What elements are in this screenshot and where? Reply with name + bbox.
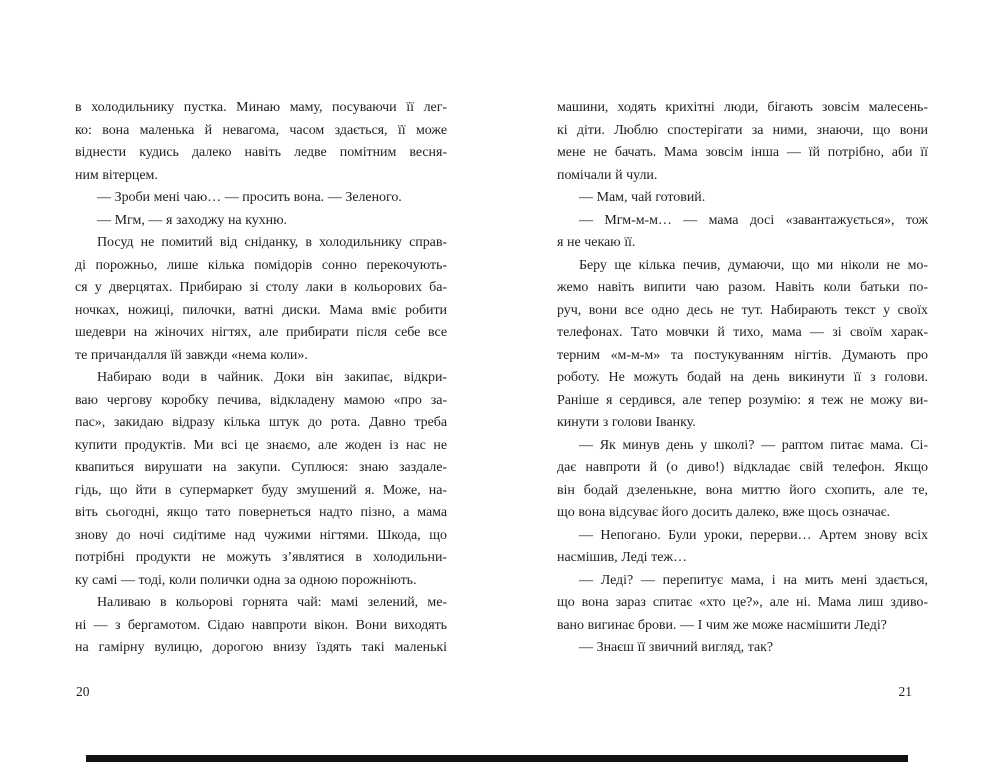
text-line: пас», закидаю відразу кілька штук до рота. Давно треба: [75, 415, 447, 430]
text-line: терним «м-м-м» та постукуванням нігтів. Думають про: [557, 347, 928, 363]
text-line: насмішив, Леді теж…: [557, 550, 687, 565]
text-line: мене не бачать. Мама зовсім інша — їй потрібно, аби її: [557, 145, 928, 160]
text-line: в холодильнику пустка. Минаю маму, посуваючи її лег-: [75, 100, 447, 115]
left-page: [75, 97, 447, 737]
text-line: телефонах. Тато мовчки й тихо, мама — зі своїм харак-: [557, 325, 928, 340]
right-page: [557, 97, 928, 737]
text-line: квапиться вирушати на закупи. Суплюся: знаю заздале-: [75, 460, 447, 475]
left-page-number: 20: [76, 684, 90, 699]
text-line: машини, ходять крихітні люди, бігають зовсім малесень-: [557, 100, 928, 115]
text-line: помічали й чули.: [557, 167, 658, 183]
text-line: — Зроби мені чаю… — просить вона. — Зеленого.: [97, 190, 402, 205]
right-page-text: [557, 97, 928, 660]
text-line: що вона відсуває його досить далеко, вже щось означає.: [557, 505, 891, 520]
right-page-number: 21: [898, 684, 912, 699]
text-line: він бодай дзеленькне, вона миттю його схопить, але те,: [557, 482, 928, 498]
text-line: — Леді? — перепитує мама, і на мить мені здається,: [579, 572, 928, 588]
text-line: — Непогано. Були уроки, перерви… Артем знову всіх: [579, 527, 928, 543]
left-page-text: [75, 97, 447, 660]
text-line: Набираю води в чайник. Доки він закипає, відкри-: [97, 370, 447, 385]
text-line: Беру ще кілька печив, думаючи, що ми ніколи не мо-: [579, 257, 928, 273]
text-line: — Мгм, — я заходжу на кухню.: [97, 212, 287, 228]
text-line: Наливаю в кольорові горнята чай: мамі зелений, ме-: [97, 595, 447, 610]
text-line: — Як минув день у школі? — раптом питає мама. Сі-: [579, 437, 928, 453]
text-line: знову до ночі сидітиме над чужими нігтями. Шкода, що: [75, 527, 447, 543]
text-line: руч, вони все одно десь не тут. Набирають текст у своїх: [557, 302, 928, 318]
text-line: ді порожньо, лише кілька помідорів сонно перекочують-: [75, 257, 447, 273]
text-line: я не чекаю її.: [557, 235, 636, 250]
text-line: вано вигинає брови. — І чим же може насмішити Леді?: [557, 617, 887, 633]
text-line: ко: вона маленька й невагома, часом здається, її може: [75, 122, 447, 138]
text-line: віть сьогодні, якщо тато повернеться надто пізно, а мама: [75, 505, 447, 520]
text-line: ваю чергову коробку печива, відкладену мамою «про за-: [75, 392, 447, 408]
text-line: — Мгм-м-м… — мама досі «завантажується», тож: [579, 212, 928, 228]
text-line: ним вітерцем.: [75, 167, 158, 183]
text-line: що вона зараз спитає «хто це?», але ні. Мама лиш здиво-: [557, 595, 928, 610]
text-line: кі діти. Люблю спостерігати за ними, знаючи, що вони: [557, 122, 928, 138]
text-line: віднести кудись далеко навіть ледве помітним весня-: [75, 145, 447, 160]
bottom-edge-bar: [86, 755, 908, 762]
text-line: Раніше я сердився, але тепер розумію: я теж не можу ви-: [557, 392, 928, 408]
text-line: ні — з бергамотом. Сідаю навпроти вікон. Вони виходять: [75, 617, 447, 633]
text-line: на гамірну вулицю, дорогою внизу їздять такі маленькі: [75, 640, 447, 655]
text-line: гідь, що йти в супермаркет буду змушений я. Може, на-: [75, 482, 447, 498]
text-line: — Мам, чай готовий.: [579, 190, 706, 205]
text-line: дає навпроти й (о диво!) відкладає свій телефон. Якщо: [557, 460, 928, 475]
text-line: шедеври на жіночих нігтях, але прибирати після себе все: [75, 325, 447, 340]
text-line: — Знаєш її звичний вигляд, так?: [579, 640, 774, 655]
text-line: кинути з голови Іванку.: [557, 415, 696, 430]
text-line: те причандалля їй завжди «нема коли».: [75, 347, 308, 363]
text-line: роботу. Не можуть бодай на день викинути її з голови.: [557, 370, 928, 385]
text-line: купити продуктів. Ми всі це знаємо, але жоден із нас не: [75, 437, 447, 453]
text-line: ночках, ножиці, пилочки, ватні диски. Мама вміє робити: [75, 302, 447, 318]
text-line: потрібні продукти не можуть з’являтися в холодильни-: [75, 550, 447, 565]
text-line: ся у дверцятах. Прибираю зі столу лаки в кольорових ба-: [75, 280, 447, 295]
text-line: ку самі — тоді, коли полички одна за одною порожніють.: [75, 572, 417, 588]
text-line: жемо навіть випити чаю разом. Навіть коли батьки по-: [557, 280, 928, 295]
text-line: Посуд не помитий від сніданку, в холодильнику справ-: [97, 235, 447, 250]
